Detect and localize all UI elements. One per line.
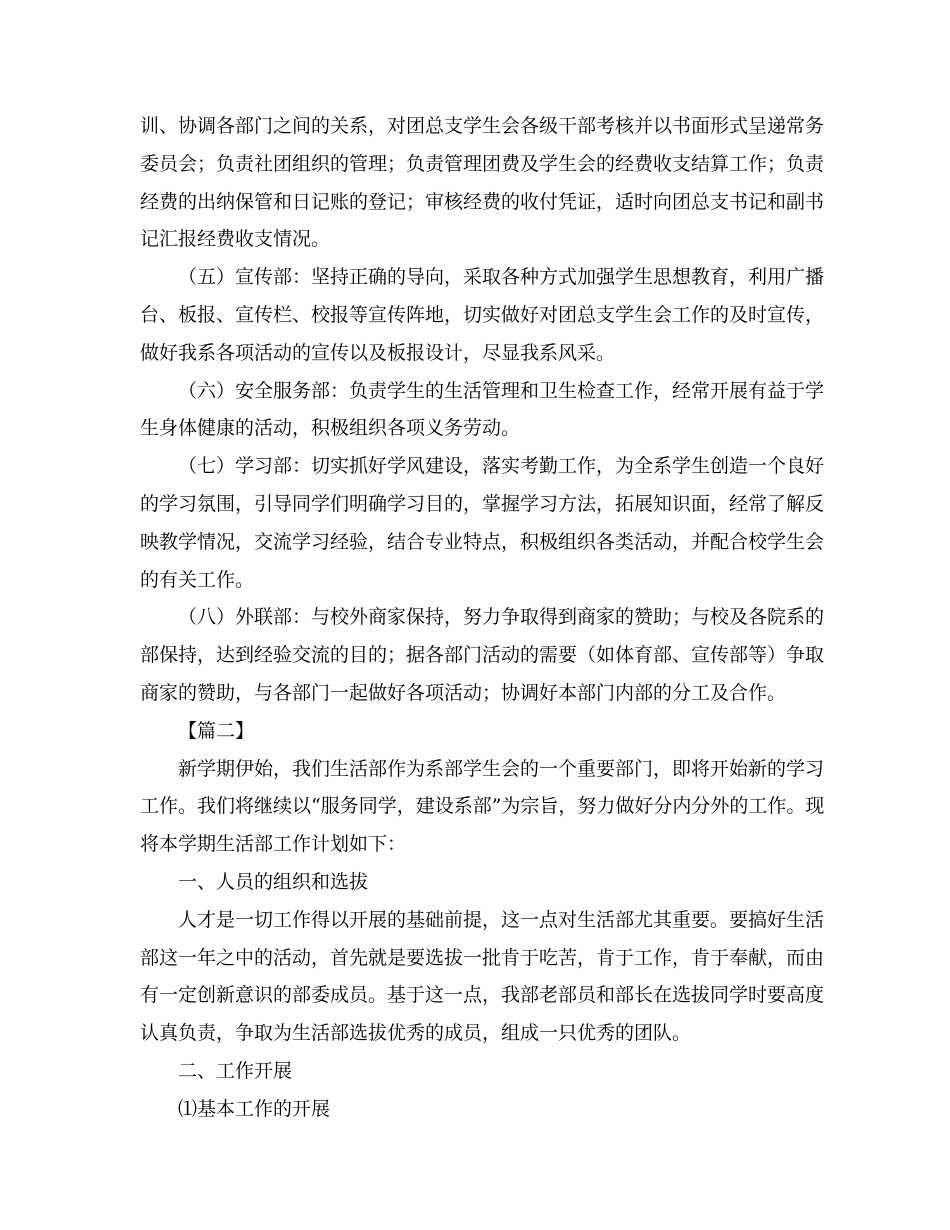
text-line: 的学习氛围，引导同学们明确学习目的，掌握学习方法，拓展知识面，经常了解反 [140, 492, 825, 515]
text-line: 【篇二】 [178, 719, 255, 742]
text-line: ⑴基本工作的开展 [178, 1097, 331, 1120]
paragraph-safety-dept [140, 373, 825, 449]
text-line: 映教学情况，交流学习经验，结合专业特点，积极组织各类活动，并配合校学生会 [140, 530, 825, 553]
paragraph-1 [140, 108, 825, 259]
section-heading-part-two [140, 713, 812, 751]
text-line: （七）学习部：切实抓好学风建设，落实考勤工作，为全系学生创造一个良好 [178, 455, 825, 478]
text-line: 部这一年之中的活动，首先就是要选拔一批肯于吃苦，肯于工作，肯于奉献，而由 [140, 946, 825, 969]
paragraph-intro [140, 751, 825, 864]
text-line: 训、协调各部门之间的关系，对团总支学生会各级干部考核并以书面形式呈递常务 [140, 115, 825, 137]
text-line: 新学期伊始，我们生活部作为系部学生会的一个重要部门，即将开始新的学习 [178, 757, 825, 780]
text-line: 工作。我们将继续以“服务同学，建设系部”为宗旨，努力做好分内分外的工作。现 [140, 795, 825, 818]
heading-basic-work [140, 1091, 812, 1129]
text-line: 二、工作开展 [178, 1059, 293, 1082]
text-line: 人才是一切工作得以开展的基础前提，这一点对生活部尤其重要。要搞好生活 [178, 908, 825, 931]
paragraph-propaganda-dept [140, 259, 825, 372]
text-line: 经费的出纳保管和日记账的登记；审核经费的收付凭证，适时向团总支书记和副书 [140, 190, 825, 213]
paragraph-staff-selection [140, 902, 825, 1053]
text-line: 做好我系各项活动的宣传以及板报设计，尽显我系风采。 [140, 341, 616, 364]
text-line: 认真负责，争取为生活部选拔优秀的成员，组成一只优秀的团队。 [140, 1022, 692, 1045]
text-line: （六）安全服务部：负责学生的生活管理和卫生检查工作，经常开展有益于学 [178, 379, 825, 402]
heading-work-development [140, 1053, 812, 1091]
text-line: （五）宣传部：坚持正确的导向，采取各种方式加强学生思想教育，利用广播 [178, 266, 825, 289]
text-line: 生身体健康的活动，积极组织各项义务劳动。 [140, 417, 521, 440]
text-line: 的有关工作。 [140, 568, 255, 591]
text-line: 记汇报经费收支情况。 [140, 228, 331, 251]
text-line: 部保持，达到经验交流的目的；据各部门活动的需要（如体育部、宣传部等）争取 [140, 644, 825, 667]
text-line: 委员会；负责社团组织的管理；负责管理团费及学生会的经费收支结算工作；负责 [140, 152, 825, 175]
text-line: 有一定创新意识的部委成员。基于这一点，我部老部员和部长在选拔同学时要高度 [140, 984, 825, 1007]
heading-staff-selection [140, 864, 812, 902]
text-line: （八）外联部：与校外商家保持，努力争取得到商家的赞助；与校及各院系的 [178, 606, 825, 629]
text-line: 台、板报、宣传栏、校报等宣传阵地，切实做好对团总支学生会工作的及时宣传， [140, 303, 825, 326]
paragraph-study-dept [140, 448, 825, 599]
document-page [140, 108, 825, 1129]
paragraph-external-dept [140, 599, 825, 712]
text-line: 商家的赞助，与各部门一起做好各项活动；协调好本部门内部的分工及合作。 [140, 681, 787, 704]
text-line: 一、人员的组织和选拔 [178, 870, 369, 893]
text-line: 将本学期生活部工作计划如下： [140, 833, 407, 856]
